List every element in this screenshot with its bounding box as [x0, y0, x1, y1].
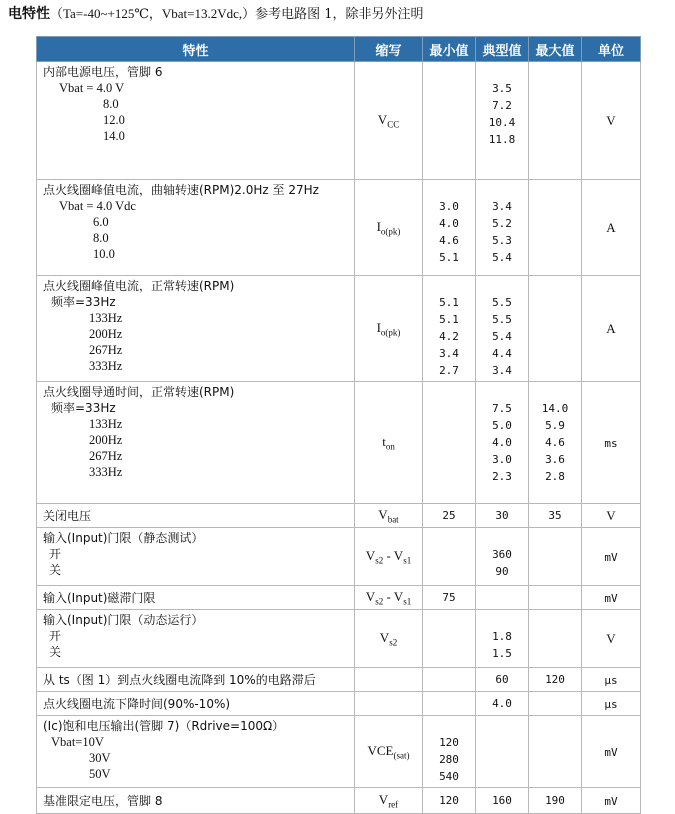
typ-value: 5.5: [492, 296, 512, 309]
table-row: [37, 692, 641, 716]
header-unit: 单位: [582, 37, 641, 62]
symbol-part: bat: [387, 514, 399, 525]
typ-value: 3.0: [492, 453, 512, 466]
unit-cell: [582, 610, 641, 668]
parameter-name: 输入(Input)磁滞门限: [43, 590, 156, 605]
symbol-part: s2: [389, 637, 398, 648]
parameter-name: 点火线圈峰值电流，曲轴转速(RPM)2.0Hz 至 27Hz: [43, 183, 319, 197]
min-value-cell: [423, 610, 476, 668]
parameter-condition: 14.0: [103, 129, 125, 143]
table-row: [37, 504, 641, 528]
min-value: 2.7: [439, 364, 459, 377]
symbol-part: I: [376, 218, 381, 234]
typ-value: 3.4: [492, 364, 512, 377]
table-row: [37, 788, 641, 814]
symbol-cell: [355, 62, 423, 180]
max-value-cell: [529, 62, 582, 180]
table-row: [37, 586, 641, 610]
typ-value: 5.0: [492, 419, 512, 432]
parameter-condition: 133Hz: [89, 417, 123, 431]
symbol-cell: [355, 180, 423, 276]
electrical-characteristics-table: [36, 36, 641, 814]
min-value: 120: [439, 736, 459, 749]
typ-value: 4.0: [492, 697, 512, 710]
symbol-cell: [355, 586, 423, 610]
symbol-cell: [355, 788, 423, 814]
max-value: 190: [545, 794, 565, 807]
typ-value-cell: [476, 528, 529, 586]
typ-value-cell: [476, 692, 529, 716]
max-value: 5.9: [545, 419, 565, 432]
parameter-condition: 8.0: [103, 97, 119, 111]
symbol-cell: [355, 610, 423, 668]
symbol-part: V: [379, 629, 390, 645]
symbol-part: o(pk): [380, 226, 401, 237]
heading-condition: （Ta=-40~+125℃，Vbat=13.2Vdc,）: [50, 6, 256, 21]
symbol-part: V: [377, 111, 388, 127]
parameter-cell: [37, 504, 355, 528]
typ-value: 4.0: [492, 436, 512, 449]
heading-note: 参考电路图 1，除非另外注明: [255, 7, 424, 22]
parameter-cell: [37, 382, 355, 504]
symbol: [378, 791, 399, 810]
unit: ms: [604, 436, 618, 450]
symbol-part: VCE: [367, 742, 394, 758]
symbol: [376, 319, 401, 338]
parameter-condition: 开: [49, 547, 62, 561]
symbol-part: - V: [383, 547, 404, 563]
heading-title: 电特性: [8, 6, 50, 22]
min-value-cell: [423, 668, 476, 692]
parameter-condition: 333Hz: [89, 465, 123, 479]
symbol-cell: [355, 668, 423, 692]
min-value-cell: [423, 716, 476, 788]
symbol-cell: [355, 504, 423, 528]
parameter-condition: 频率=33Hz: [51, 401, 116, 415]
typ-value: 5.4: [492, 251, 512, 264]
header-characteristic: 特性: [37, 37, 355, 62]
typ-value-cell: [476, 716, 529, 788]
parameter-name: 从 ts（图 1）到点火线圈电流降到 10%的电路滞后: [43, 672, 316, 687]
symbol-cell: [355, 276, 423, 382]
typ-value-cell: [476, 788, 529, 814]
unit-cell: [582, 788, 641, 814]
parameter-condition: Vbat = 4.0 V: [59, 81, 125, 95]
min-value: 5.1: [439, 313, 459, 326]
symbol: [365, 547, 412, 566]
min-value: 4.6: [439, 234, 459, 247]
unit: mV: [604, 591, 618, 605]
parameter-cell: [37, 692, 355, 716]
typ-value: 7.2: [492, 99, 512, 112]
parameter-condition: 12.0: [103, 113, 125, 127]
parameter-condition: 关: [49, 563, 62, 577]
typ-value: 60: [495, 673, 509, 686]
unit: μs: [604, 697, 618, 711]
min-value-cell: [423, 276, 476, 382]
parameter-name: 关闭电压: [43, 508, 92, 523]
symbol-part: on: [385, 441, 395, 452]
typ-value: 5.4: [492, 330, 512, 343]
min-value: 5.1: [439, 251, 459, 264]
max-value: 2.8: [545, 470, 565, 483]
max-value-cell: [529, 180, 582, 276]
table-row: [37, 62, 641, 180]
unit: mV: [604, 745, 618, 759]
min-value-cell: [423, 528, 476, 586]
min-value: 4.2: [439, 330, 459, 343]
typ-value: 5.2: [492, 217, 512, 230]
table-row: [37, 276, 641, 382]
typ-value: 7.5: [492, 402, 512, 415]
max-value-cell: [529, 610, 582, 668]
unit: mV: [604, 550, 618, 564]
min-value: 3.4: [439, 347, 459, 360]
typ-value: 2.3: [492, 470, 512, 483]
parameter-cell: [37, 586, 355, 610]
parameter-condition: 30V: [89, 751, 111, 765]
symbol-part: s1: [403, 555, 412, 566]
min-value: 3.0: [439, 200, 459, 213]
parameter-condition: 8.0: [93, 231, 109, 245]
parameter-condition: 6.0: [93, 215, 109, 229]
min-value: 280: [439, 753, 459, 766]
min-value-cell: [423, 692, 476, 716]
max-value-cell: [529, 716, 582, 788]
parameter-condition: Vbat=10V: [51, 735, 104, 749]
header-symbol: 缩写: [355, 37, 423, 62]
min-value-cell: [423, 586, 476, 610]
min-value-cell: [423, 62, 476, 180]
parameter-condition: 10.0: [93, 247, 115, 261]
unit: V: [606, 112, 616, 128]
section-heading: [8, 4, 424, 25]
parameter-condition: 50V: [89, 767, 111, 781]
unit: A: [606, 320, 616, 336]
parameter-name: 输入(Input)门限（动态运行）: [43, 613, 204, 627]
parameter-condition: 关: [49, 645, 62, 659]
symbol-part: s1: [403, 596, 412, 607]
parameter-name: 点火线圈电流下降时间(90%-10%): [43, 696, 231, 711]
table-header-row: [37, 37, 641, 62]
parameter-condition: 267Hz: [89, 449, 123, 463]
min-value: 25: [442, 509, 456, 522]
max-value: 3.6: [545, 453, 565, 466]
typ-value: 1.5: [492, 647, 512, 660]
parameter-cell: [37, 62, 355, 180]
header-min: 最小值: [423, 37, 476, 62]
parameter-condition: 133Hz: [89, 311, 123, 325]
symbol-cell: [355, 528, 423, 586]
typ-value-cell: [476, 668, 529, 692]
parameter-cell: [37, 276, 355, 382]
symbol-part: V: [365, 547, 376, 563]
symbol-part: (sat): [393, 750, 410, 761]
min-value: 5.1: [439, 296, 459, 309]
symbol: [379, 629, 398, 648]
table-row: [37, 528, 641, 586]
symbol-part: o(pk): [380, 327, 401, 338]
max-value-cell: [529, 788, 582, 814]
typ-value: 90: [495, 565, 509, 578]
parameter-cell: [37, 528, 355, 586]
min-value-cell: [423, 788, 476, 814]
typ-value-cell: [476, 382, 529, 504]
unit-cell: [582, 586, 641, 610]
parameter-cell: [37, 180, 355, 276]
typ-value: 5.5: [492, 313, 512, 326]
symbol: [377, 111, 400, 130]
typ-value-cell: [476, 610, 529, 668]
parameter-condition: 开: [49, 629, 62, 643]
typ-value-cell: [476, 586, 529, 610]
parameter-cell: [37, 788, 355, 814]
typ-value: 30: [495, 509, 509, 522]
min-value: 4.0: [439, 217, 459, 230]
parameter-name: 内部电源电压，管脚 6: [43, 65, 163, 79]
typ-value: 3.5: [492, 82, 512, 95]
unit-cell: [582, 692, 641, 716]
typ-value: 360: [492, 548, 512, 561]
symbol-part: t: [382, 433, 386, 449]
max-value-cell: [529, 668, 582, 692]
max-value: 14.0: [541, 402, 569, 415]
parameter-name: 点火线圈峰值电流，正常转速(RPM): [43, 279, 235, 293]
symbol-part: V: [365, 588, 376, 604]
symbol-part: V: [378, 791, 389, 807]
symbol-cell: [355, 716, 423, 788]
parameter-name: (Ic)饱和电压输出(管脚 7)（Rdrive=100Ω）: [43, 719, 285, 733]
table-body: [37, 62, 641, 814]
typ-value: 160: [492, 794, 512, 807]
table-row: [37, 668, 641, 692]
parameter-name: 点火线圈导通时间，正常转速(RPM): [43, 385, 235, 399]
typ-value: 5.3: [492, 234, 512, 247]
max-value-cell: [529, 276, 582, 382]
unit-cell: [582, 180, 641, 276]
parameter-condition: 频率=33Hz: [51, 295, 116, 309]
symbol-part: - V: [383, 588, 404, 604]
min-value: 120: [439, 794, 459, 807]
typ-value: 1.8: [492, 630, 512, 643]
typ-value: 4.4: [492, 347, 512, 360]
unit: mV: [604, 794, 618, 808]
unit-cell: [582, 668, 641, 692]
unit-cell: [582, 504, 641, 528]
unit: V: [606, 507, 616, 523]
max-value-cell: [529, 504, 582, 528]
unit: A: [606, 219, 616, 235]
parameter-condition: 200Hz: [89, 433, 123, 447]
typ-value-cell: [476, 504, 529, 528]
symbol-cell: [355, 382, 423, 504]
typ-value: 3.4: [492, 200, 512, 213]
table-row: [37, 716, 641, 788]
header-max: 最大值: [529, 37, 582, 62]
symbol-part: CC: [387, 119, 400, 130]
header-typ: 典型值: [476, 37, 529, 62]
symbol-cell: [355, 692, 423, 716]
unit-cell: [582, 716, 641, 788]
table-row: [37, 610, 641, 668]
min-value: 540: [439, 770, 459, 783]
parameter-cell: [37, 668, 355, 692]
symbol-part: s2: [375, 596, 384, 607]
max-value-cell: [529, 586, 582, 610]
parameter-condition: 333Hz: [89, 359, 123, 373]
parameter-name: 输入(Input)门限（静态测试）: [43, 531, 204, 545]
unit-cell: [582, 528, 641, 586]
table-row: [37, 382, 641, 504]
min-value-cell: [423, 382, 476, 504]
symbol: [376, 218, 401, 237]
typ-value-cell: [476, 180, 529, 276]
symbol-part: I: [376, 319, 381, 335]
min-value: 75: [442, 591, 456, 604]
parameter-cell: [37, 610, 355, 668]
min-value-cell: [423, 504, 476, 528]
parameter-condition: 200Hz: [89, 327, 123, 341]
symbol-part: V: [378, 506, 388, 522]
parameter-condition: Vbat = 4.0 Vdc: [59, 199, 136, 213]
typ-value-cell: [476, 276, 529, 382]
unit-cell: [582, 276, 641, 382]
unit: V: [606, 630, 616, 646]
symbol-part: ref: [388, 799, 399, 810]
parameter-cell: [37, 716, 355, 788]
max-value: 35: [548, 509, 562, 522]
max-value-cell: [529, 382, 582, 504]
max-value-cell: [529, 692, 582, 716]
table-row: [37, 180, 641, 276]
max-value: 4.6: [545, 436, 565, 449]
symbol: [378, 506, 399, 525]
unit: μs: [604, 673, 618, 687]
parameter-condition: 267Hz: [89, 343, 123, 357]
max-value: 120: [545, 673, 565, 686]
typ-value: 10.4: [488, 116, 516, 129]
typ-value-cell: [476, 62, 529, 180]
symbol: [367, 742, 410, 761]
symbol: [382, 433, 395, 452]
symbol-part: s2: [375, 555, 384, 566]
max-value-cell: [529, 528, 582, 586]
symbol: [365, 588, 412, 607]
unit-cell: [582, 62, 641, 180]
unit-cell: [582, 382, 641, 504]
min-value-cell: [423, 180, 476, 276]
typ-value: 11.8: [488, 133, 516, 146]
parameter-name: 基准限定电压，管脚 8: [43, 793, 163, 808]
